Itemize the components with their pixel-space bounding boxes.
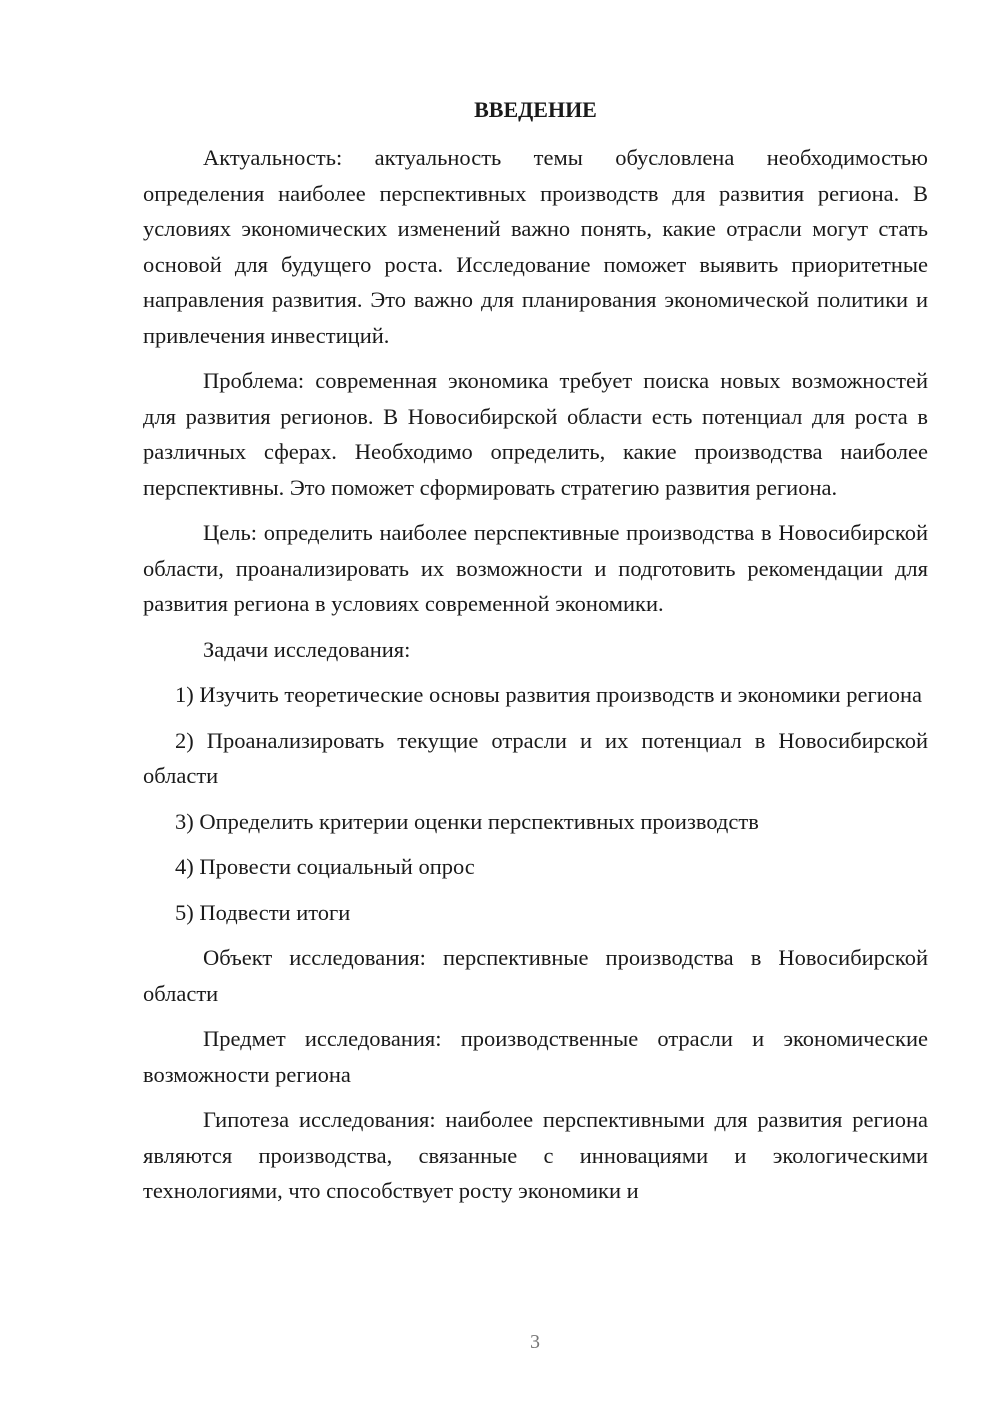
page-number: 3 <box>530 1331 540 1353</box>
goal-paragraph: Цель: определить наиболее перспективные производства в Новосибирской области, проанализировать их возможности и подготовить рекомендации для развития региона в условиях современной экономики. <box>143 520 928 616</box>
task-item: 4) Провести социальный опрос <box>175 854 475 879</box>
task-item: 1) Изучить теоретические основы развития производств и экономики региона <box>175 682 923 707</box>
problem-paragraph: Проблема: современная экономика требует поиска новых возможностей для развития регионов. В Новосибирской области есть потенциал для роста в различных сферах. Необходимо определить, какие производства наиболее перспективны. Это поможет сформировать стратегию развития региона. <box>143 368 928 500</box>
section-title: ВВЕДЕНИЕ <box>474 97 597 122</box>
task-item: 5) Подвести итоги <box>175 899 351 925</box>
subject-paragraph: Предмет исследования: производственные отрасли и экономические возможности региона <box>143 1026 928 1087</box>
tasks-heading: Задачи исследования: <box>203 636 411 662</box>
hypothesis-paragraph: Гипотеза исследования: наиболее перспективными для развития региона являются производства, связанные с инновациями и экологическими технологиями, что способствует росту экономики и <box>143 1107 928 1203</box>
object-paragraph: Объект исследования: перспективные производства в Новосибирской области <box>143 945 928 1006</box>
task-item: 2) Проанализировать текущие отрасли и их потенциал в Новосибирской области <box>143 727 928 788</box>
document-page <box>143 92 928 1209</box>
relevance-paragraph: Актуальность: актуальность темы обусловлена необходимостью определения наиболее перспективных производств для развития региона. В условиях экономических изменений важно понять, какие отрасли могут стать основой для будущего роста. Исследование поможет выявить приоритетные направления развития. Это важно для планирования экономической политики и привлечения инвестиций. <box>143 145 928 348</box>
task-item: 3) Определить критерии оценки перспективных производств <box>175 808 759 834</box>
